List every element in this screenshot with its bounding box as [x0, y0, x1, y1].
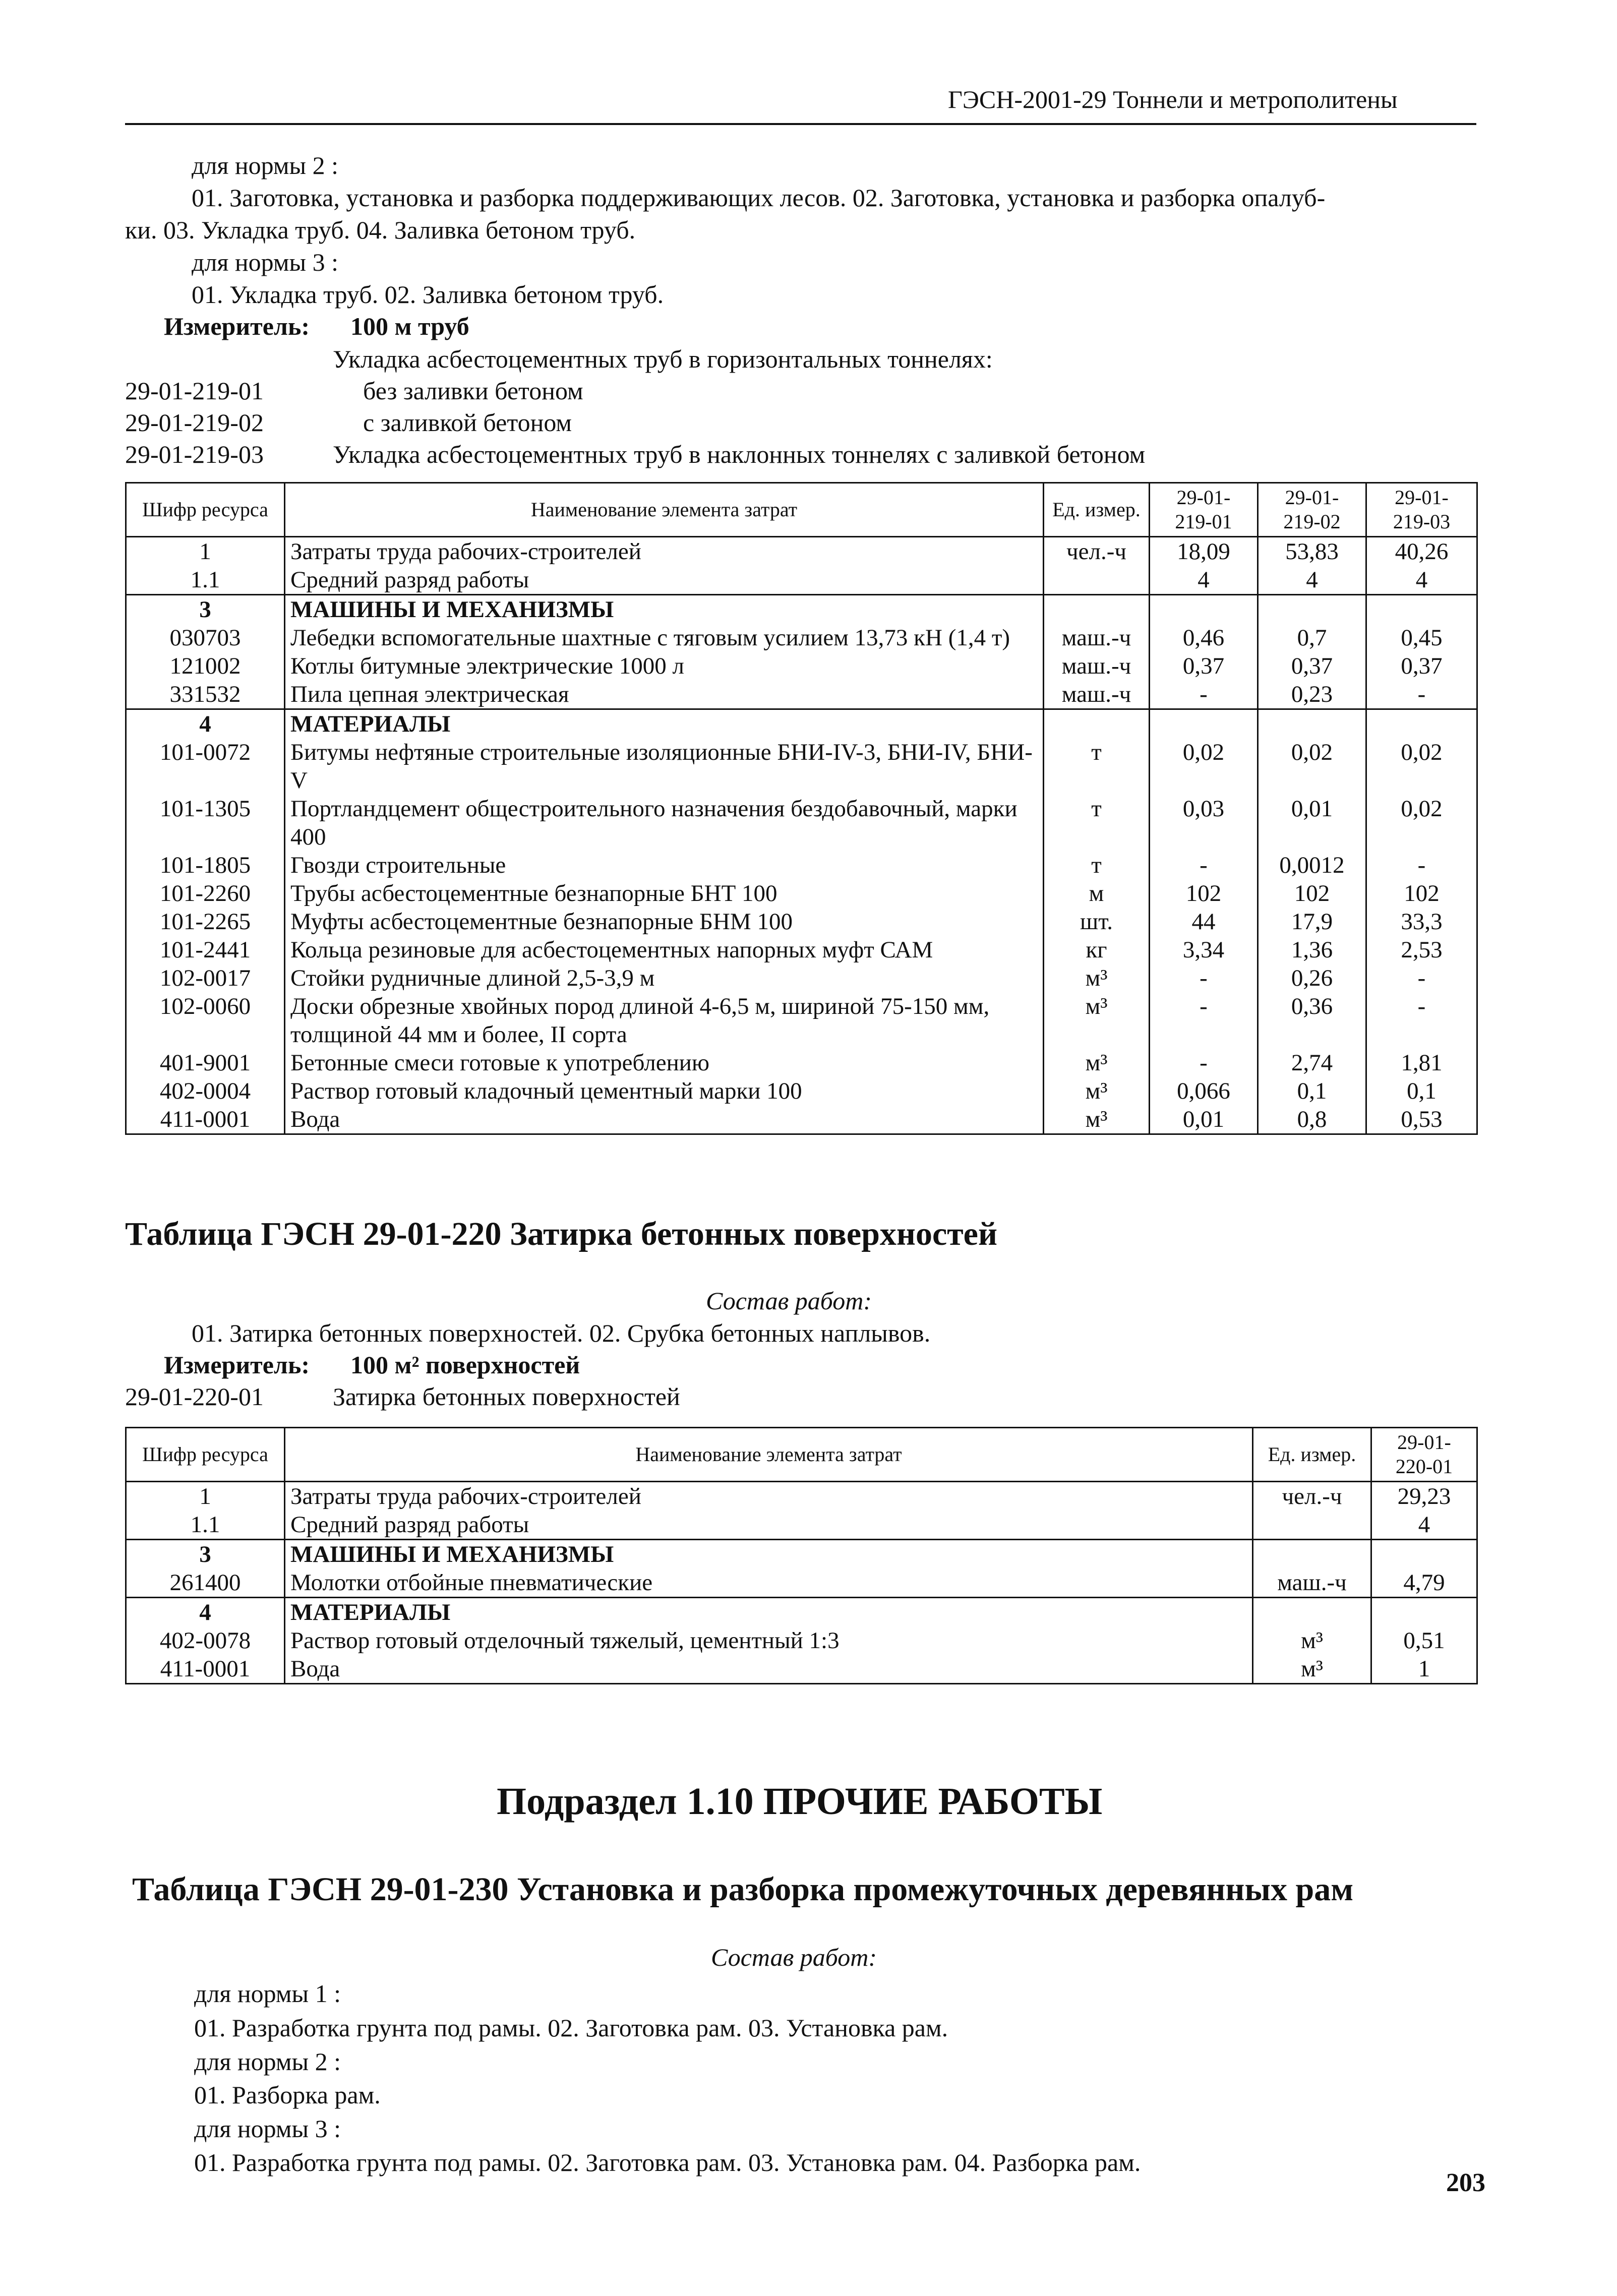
cell-code: 402-0078	[126, 1626, 285, 1655]
works-line: 01. Разработка грунта под рамы. 02. Заготовка рам. 03. Установка рам.	[194, 2014, 948, 2042]
table-row	[126, 1568, 1477, 1598]
cell-name: МАТЕРИАЛЫ	[285, 1598, 1253, 1627]
cell-value	[1258, 709, 1366, 739]
cell-name: Стойки рудничные длиной 2,5-3,9 м	[285, 964, 1044, 992]
cell-code: 1.1	[126, 566, 285, 595]
cell-value: 0,01	[1258, 795, 1366, 851]
intro-line-1: для нормы 2 :	[192, 151, 339, 179]
cell-unit: м	[1044, 879, 1150, 908]
table-row	[126, 1655, 1477, 1684]
cell-value: 40,26	[1366, 537, 1477, 566]
cell-name: Средний разряд работы	[285, 1510, 1253, 1540]
col-header-norm: 29-01- 219-02	[1258, 483, 1366, 537]
cell-unit: т	[1044, 851, 1150, 879]
cell-unit	[1044, 595, 1150, 624]
table-row	[126, 964, 1477, 992]
cell-code: 102-0060	[126, 992, 285, 1049]
cell-name: Раствор готовый отделочный тяжелый, цементный 1:3	[285, 1626, 1253, 1655]
cell-unit: м³	[1044, 1049, 1150, 1077]
table-row	[126, 709, 1477, 739]
cell-unit: т	[1044, 738, 1150, 795]
works-line: 01. Разработка грунта под рамы. 02. Заготовка рам. 03. Установка рам. 04. Разборка рам.	[194, 2148, 1141, 2177]
cell-code: 101-1805	[126, 851, 285, 879]
cell-value	[1371, 1540, 1477, 1569]
cell-unit: м³	[1044, 1077, 1150, 1105]
cell-value: 0,02	[1366, 795, 1477, 851]
cell-value	[1366, 709, 1477, 739]
table-row	[126, 879, 1477, 908]
col-header-name: Наименование элемента затрат	[285, 483, 1044, 537]
cell-value: 102	[1150, 879, 1258, 908]
cell-value: 0,8	[1258, 1105, 1366, 1134]
col-header-norm: 29-01- 220-01	[1371, 1428, 1477, 1482]
cell-code: 4	[126, 709, 285, 739]
cell-value: 2,53	[1366, 936, 1477, 964]
col-header-unit: Ед. измер.	[1044, 483, 1150, 537]
intro-line-5: 01. Укладка труб. 02. Заливка бетоном труб.	[192, 280, 664, 309]
cell-unit: т	[1044, 795, 1150, 851]
cell-value: -	[1366, 964, 1477, 992]
cell-name: Доски обрезные хвойных пород длиной 4-6,5 м, шириной 75-150 мм, толщиной 44 мм и более, II сорта	[285, 992, 1044, 1049]
cell-name: МАШИНЫ И МЕХАНИЗМЫ	[285, 1540, 1253, 1569]
norm-text: с заливкой бетоном	[363, 408, 572, 437]
cell-value: 102	[1366, 879, 1477, 908]
cell-value	[1366, 595, 1477, 624]
cell-value: 53,83	[1258, 537, 1366, 566]
cell-unit: м³	[1044, 1105, 1150, 1134]
norm-code: 29-01-219-01	[125, 377, 264, 405]
norm-text: Затирка бетонных поверхностей	[333, 1382, 680, 1411]
cell-unit: маш.-ч	[1044, 680, 1150, 709]
cell-code: 101-0072	[126, 738, 285, 795]
table-row	[126, 680, 1477, 709]
table-row	[126, 652, 1477, 680]
cell-value: -	[1150, 680, 1258, 709]
cell-value: -	[1366, 851, 1477, 879]
table-row	[126, 992, 1477, 1049]
cell-unit: маш.-ч	[1044, 624, 1150, 652]
cell-name: Затраты труда рабочих-строителей	[285, 537, 1044, 566]
header-rule	[125, 123, 1476, 125]
cell-value: 0,51	[1371, 1626, 1477, 1655]
col-header-norm: 29-01- 219-03	[1366, 483, 1477, 537]
cell-value: 0,53	[1366, 1105, 1477, 1134]
table-header-row	[126, 483, 1477, 537]
cell-value: 102	[1258, 879, 1366, 908]
col-header-name: Наименование элемента затрат	[285, 1428, 1253, 1482]
cell-value: 0,7	[1258, 624, 1366, 652]
resource-table-219	[125, 482, 1478, 1135]
col-header-code: Шифр ресурса	[126, 1428, 285, 1482]
cell-value: 0,0012	[1258, 851, 1366, 879]
norm-code: 29-01-220-01	[125, 1382, 264, 1411]
cell-value: 3,34	[1150, 936, 1258, 964]
meter-value: 100 м² поверхностей	[350, 1351, 580, 1379]
intro-line-4: для нормы 3 :	[192, 248, 339, 276]
cell-value: 1,36	[1258, 936, 1366, 964]
works-title: Состав работ:	[711, 1943, 877, 1971]
cell-value	[1150, 595, 1258, 624]
cell-value: 0,02	[1258, 738, 1366, 795]
intro-line-3: ки. 03. Укладка труб. 04. Заливка бетоном труб.	[125, 216, 636, 244]
table-caption-220: Таблица ГЭСН 29-01-220 Затирка бетонных поверхностей	[125, 1216, 997, 1252]
table-row	[126, 1626, 1477, 1655]
cell-value: -	[1150, 964, 1258, 992]
cell-value: -	[1366, 992, 1477, 1049]
works-text: 01. Затирка бетонных поверхностей. 02. Срубка бетонных наплывов.	[192, 1319, 931, 1347]
cell-value: 0,1	[1366, 1077, 1477, 1105]
cell-code: 1	[126, 537, 285, 566]
cell-unit	[1253, 1510, 1371, 1540]
table-row	[126, 936, 1477, 964]
cell-code: 101-2265	[126, 908, 285, 936]
cell-name: Вода	[285, 1655, 1253, 1684]
works-line: 01. Разборка рам.	[194, 2081, 381, 2109]
cell-value: 33,3	[1366, 908, 1477, 936]
table-caption-230: Таблица ГЭСН 29-01-230 Установка и разборка промежуточных деревянных рам	[132, 1871, 1354, 1908]
cell-code: 3	[126, 595, 285, 624]
works-line: для нормы 3 :	[194, 2114, 341, 2143]
cell-name: Портландцемент общестроительного назначения бездобавочный, марки 400	[285, 795, 1044, 851]
cell-name: Лебедки вспомогательные шахтные с тяговым усилием 13,73 кН (1,4 т)	[285, 624, 1044, 652]
cell-code: 331532	[126, 680, 285, 709]
cell-value: 18,09	[1150, 537, 1258, 566]
meter-label: Измеритель:	[164, 312, 310, 340]
subsection-title: Подраздел 1.10 ПРОЧИЕ РАБОТЫ	[497, 1780, 1103, 1823]
table-row	[126, 566, 1477, 595]
cell-value: 0,23	[1258, 680, 1366, 709]
cell-unit: шт.	[1044, 908, 1150, 936]
cell-value: 44	[1150, 908, 1258, 936]
cell-value: 0,066	[1150, 1077, 1258, 1105]
meter-value: 100 м труб	[350, 312, 469, 340]
cell-value: 4,79	[1371, 1568, 1477, 1598]
table-row	[126, 795, 1477, 851]
cell-name: Муфты асбестоцементные безнапорные БНМ 100	[285, 908, 1044, 936]
cell-unit: маш.-ч	[1253, 1568, 1371, 1598]
cell-unit	[1253, 1540, 1371, 1569]
table-row	[126, 1540, 1477, 1569]
cell-value: 4	[1371, 1510, 1477, 1540]
cell-name: Вода	[285, 1105, 1044, 1134]
cell-code: 261400	[126, 1568, 285, 1598]
cell-code: 030703	[126, 624, 285, 652]
page-header-title: ГЭСН-2001-29 Тоннели и метрополитены	[948, 85, 1398, 113]
cell-code: 101-2441	[126, 936, 285, 964]
cell-unit: м³	[1253, 1655, 1371, 1684]
cell-value	[1258, 595, 1366, 624]
cell-value: -	[1150, 851, 1258, 879]
cell-value: -	[1150, 1049, 1258, 1077]
table-row	[126, 1482, 1477, 1511]
cell-code: 1	[126, 1482, 285, 1511]
cell-value: 0,1	[1258, 1077, 1366, 1105]
cell-value: 1	[1371, 1655, 1477, 1684]
cell-unit: чел.-ч	[1044, 537, 1150, 566]
cell-code: 102-0017	[126, 964, 285, 992]
table-row	[126, 537, 1477, 566]
cell-name: Котлы битумные электрические 1000 л	[285, 652, 1044, 680]
norm-code: 29-01-219-03	[125, 440, 264, 468]
cell-value: 17,9	[1258, 908, 1366, 936]
cell-value: 0,03	[1150, 795, 1258, 851]
cell-code: 3	[126, 1540, 285, 1569]
cell-value	[1371, 1598, 1477, 1627]
cell-code: 101-1305	[126, 795, 285, 851]
table-row	[126, 738, 1477, 795]
cell-value: -	[1366, 680, 1477, 709]
cell-name: Молотки отбойные пневматические	[285, 1568, 1253, 1598]
cell-value: 0,37	[1366, 652, 1477, 680]
cell-code: 4	[126, 1598, 285, 1627]
cell-code: 411-0001	[126, 1105, 285, 1134]
cell-unit: м³	[1044, 992, 1150, 1049]
resource-table-220	[125, 1427, 1478, 1684]
cell-name: Бетонные смеси готовые к употреблению	[285, 1049, 1044, 1077]
table-row	[126, 1598, 1477, 1627]
cell-value: 0,46	[1150, 624, 1258, 652]
cell-value: 0,37	[1258, 652, 1366, 680]
table-header-row	[126, 1428, 1477, 1482]
col-header-norm: 29-01- 219-01	[1150, 483, 1258, 537]
page-number: 203	[1446, 2168, 1485, 2197]
cell-name: Битумы нефтяные строительные изоляционные БНИ-IV-3, БНИ-IV, БНИ-V	[285, 738, 1044, 795]
cell-unit: м³	[1253, 1626, 1371, 1655]
cell-value	[1150, 709, 1258, 739]
cell-code: 121002	[126, 652, 285, 680]
cell-code: 402-0004	[126, 1077, 285, 1105]
cell-value: 0,26	[1258, 964, 1366, 992]
table-row	[126, 624, 1477, 652]
table-row	[126, 1105, 1477, 1134]
cell-name: Средний разряд работы	[285, 566, 1044, 595]
cell-name: Кольца резиновые для асбестоцементных напорных муфт САМ	[285, 936, 1044, 964]
col-header-code: Шифр ресурса	[126, 483, 285, 537]
cell-value: 29,23	[1371, 1482, 1477, 1511]
cell-value: -	[1150, 992, 1258, 1049]
cell-value: 1,81	[1366, 1049, 1477, 1077]
cell-name: МАТЕРИАЛЫ	[285, 709, 1044, 739]
cell-name: Пила цепная электрическая	[285, 680, 1044, 709]
cell-name: Трубы асбестоцементные безнапорные БНТ 100	[285, 879, 1044, 908]
cell-value: 0,45	[1366, 624, 1477, 652]
cell-unit: м³	[1044, 964, 1150, 992]
norm-text: Укладка асбестоцементных труб в наклонных тоннелях с заливкой бетоном	[333, 440, 1146, 468]
cell-value: 0,37	[1150, 652, 1258, 680]
cell-value: 0,36	[1258, 992, 1366, 1049]
cell-name: МАШИНЫ И МЕХАНИЗМЫ	[285, 595, 1044, 624]
meter-label: Измеритель:	[164, 1351, 310, 1379]
cell-unit: чел.-ч	[1253, 1482, 1371, 1511]
cell-unit	[1253, 1598, 1371, 1627]
cell-value: 2,74	[1258, 1049, 1366, 1077]
intro-line-2: 01. Заготовка, установка и разборка поддерживающих лесов. 02. Заготовка, установка и разборка опалуб-	[192, 184, 1326, 212]
cell-name: Затраты труда рабочих-строителей	[285, 1482, 1253, 1511]
table-row	[126, 851, 1477, 879]
cell-unit: маш.-ч	[1044, 652, 1150, 680]
cell-code: 411-0001	[126, 1655, 285, 1684]
norm-text: без заливки бетоном	[363, 377, 583, 405]
cell-name: Гвозди строительные	[285, 851, 1044, 879]
table-row	[126, 1077, 1477, 1105]
table-row	[126, 595, 1477, 624]
norm-code: 29-01-219-02	[125, 408, 264, 437]
cell-unit	[1044, 566, 1150, 595]
works-title: Состав работ:	[706, 1287, 872, 1315]
cell-value: 0,02	[1150, 738, 1258, 795]
norm-group-title: Укладка асбестоцементных труб в горизонтальных тоннелях:	[333, 345, 993, 373]
table-row	[126, 1049, 1477, 1077]
table-row	[126, 1510, 1477, 1540]
cell-unit	[1044, 709, 1150, 739]
cell-code: 1.1	[126, 1510, 285, 1540]
cell-code: 101-2260	[126, 879, 285, 908]
cell-code: 401-9001	[126, 1049, 285, 1077]
works-line: для нормы 1 :	[194, 1979, 341, 2008]
cell-value: 4	[1366, 566, 1477, 595]
cell-value: 0,01	[1150, 1105, 1258, 1134]
cell-name: Раствор готовый кладочный цементный марки 100	[285, 1077, 1044, 1105]
works-line: для нормы 2 :	[194, 2047, 341, 2076]
cell-unit: кг	[1044, 936, 1150, 964]
cell-value: 4	[1150, 566, 1258, 595]
col-header-unit: Ед. измер.	[1253, 1428, 1371, 1482]
cell-value: 4	[1258, 566, 1366, 595]
cell-value: 0,02	[1366, 738, 1477, 795]
table-row	[126, 908, 1477, 936]
